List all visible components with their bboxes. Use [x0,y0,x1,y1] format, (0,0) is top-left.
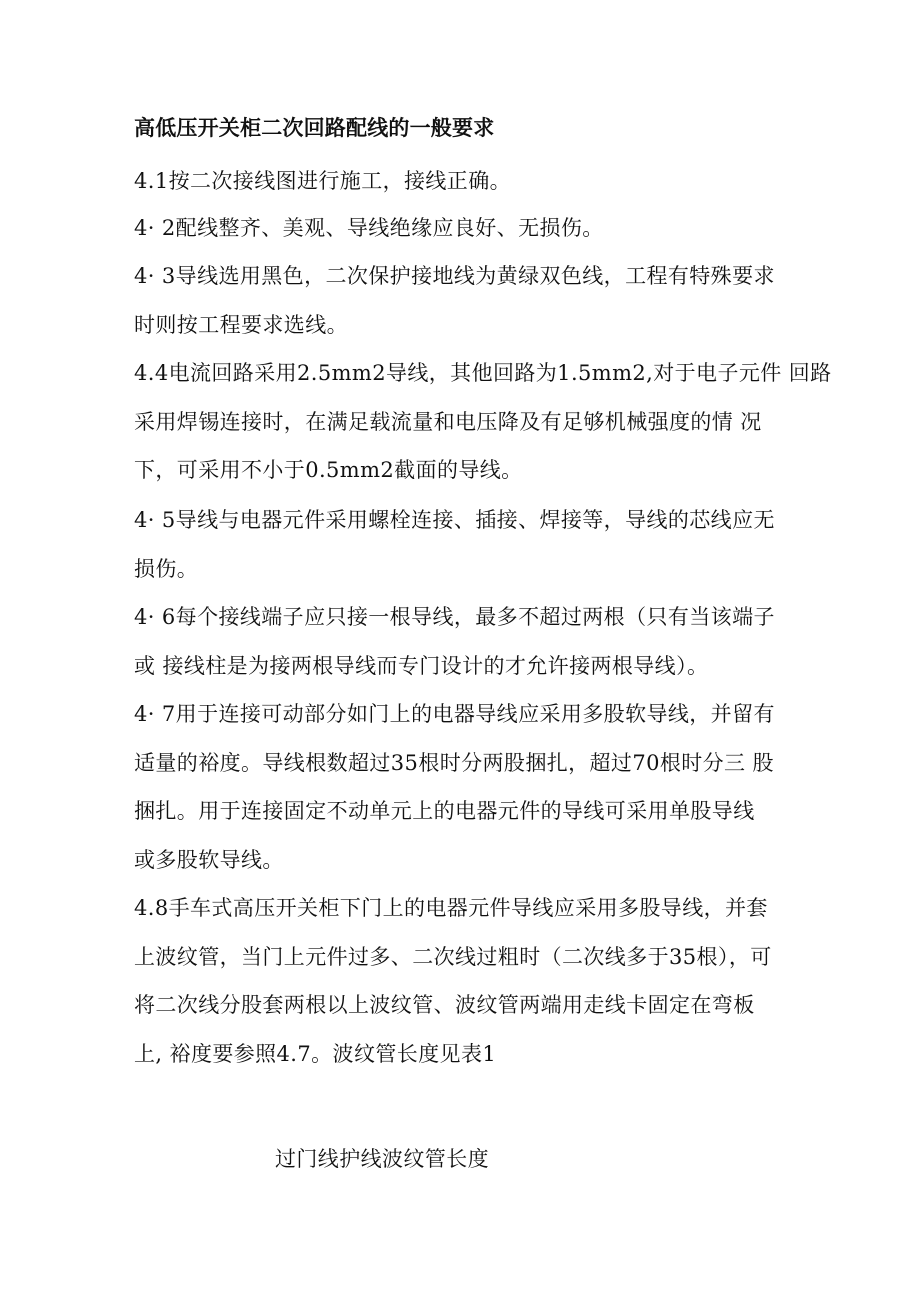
paragraph-4-2 [134,204,794,253]
paragraph-line: 适量的裕度。导线根数超过35根时分两股捆扎，超过70根时分三 股 [134,750,774,775]
paragraph-line: 4· 3导线选用黑色，二次保护接地线为黄绿双色线，工程有特殊要求 [134,264,775,288]
paragraph-line: 4.8手车式高压开关柜下门上的电器元件导线应采用多股导线，并套 [134,896,768,920]
document-title: 高低压开关柜二次回路配线的一般要求 [134,115,495,140]
paragraph-line: 4· 6每个接线端子应只接一根导线，最多不超过两根（只有当该端子 [134,605,775,629]
paragraph-4-1 [134,157,794,206]
paragraph-line: 上波纹管，当门上元件过多、二次线过粗时（二次线多于35根），可 [134,944,772,969]
paragraph-4-6 [134,593,794,690]
paragraph-line: 损伤。 [134,556,199,581]
paragraph-line: 4· 7用于连接可动部分如门上的电器导线应采用多股软导线，并留有 [134,702,775,726]
paragraph-line: 4· 2配线整齐、美观、导线绝缘应良好、无损伤。 [134,216,604,240]
paragraph-line: 4· 5导线与电器元件采用螺栓连接、插接、焊接等，导线的芯线应无 [134,508,775,532]
paragraph-line: 时则按工程要求选线。 [134,312,348,337]
paragraph-4-4 [134,349,832,495]
paragraph-4-5 [134,496,794,593]
paragraph-line: 下，可采用不小于0.5mm2截面的导线。 [134,458,523,483]
paragraph-line: 将二次线分股套两根以上波纹管、波纹管两端用走线卡固定在弯板 [134,993,755,1018]
paragraph-line: 上, 裕度要参照4.7。波纹管长度见表1 [134,1042,497,1067]
paragraph-line: 采用焊锡连接时，在满足载流量和电压降及有足够机械强度的情 况 [134,409,762,434]
paragraph-line: 4.1按二次接线图进行施工，接线正确。 [134,169,511,193]
paragraph-line: 或 接线柱是为接两根导线而专门设计的才允许接两根导线）。 [134,653,709,678]
paragraph-line: 捆扎。用于连接固定不动单元上的电器元件的导线可采用单股导线 [134,799,755,824]
paragraph-4-7 [134,690,794,885]
paragraph-4-3 [134,252,794,349]
table-caption: 过门线护线波纹管长度 [275,1147,489,1171]
paragraph-4-8 [134,884,794,1079]
paragraph-line: 或多股软导线。 [134,848,284,873]
paragraph-line: 4.4电流回路采用2.5mm2导线，其他回路为1.5mm2,对于电子元件 回路 [134,361,832,385]
